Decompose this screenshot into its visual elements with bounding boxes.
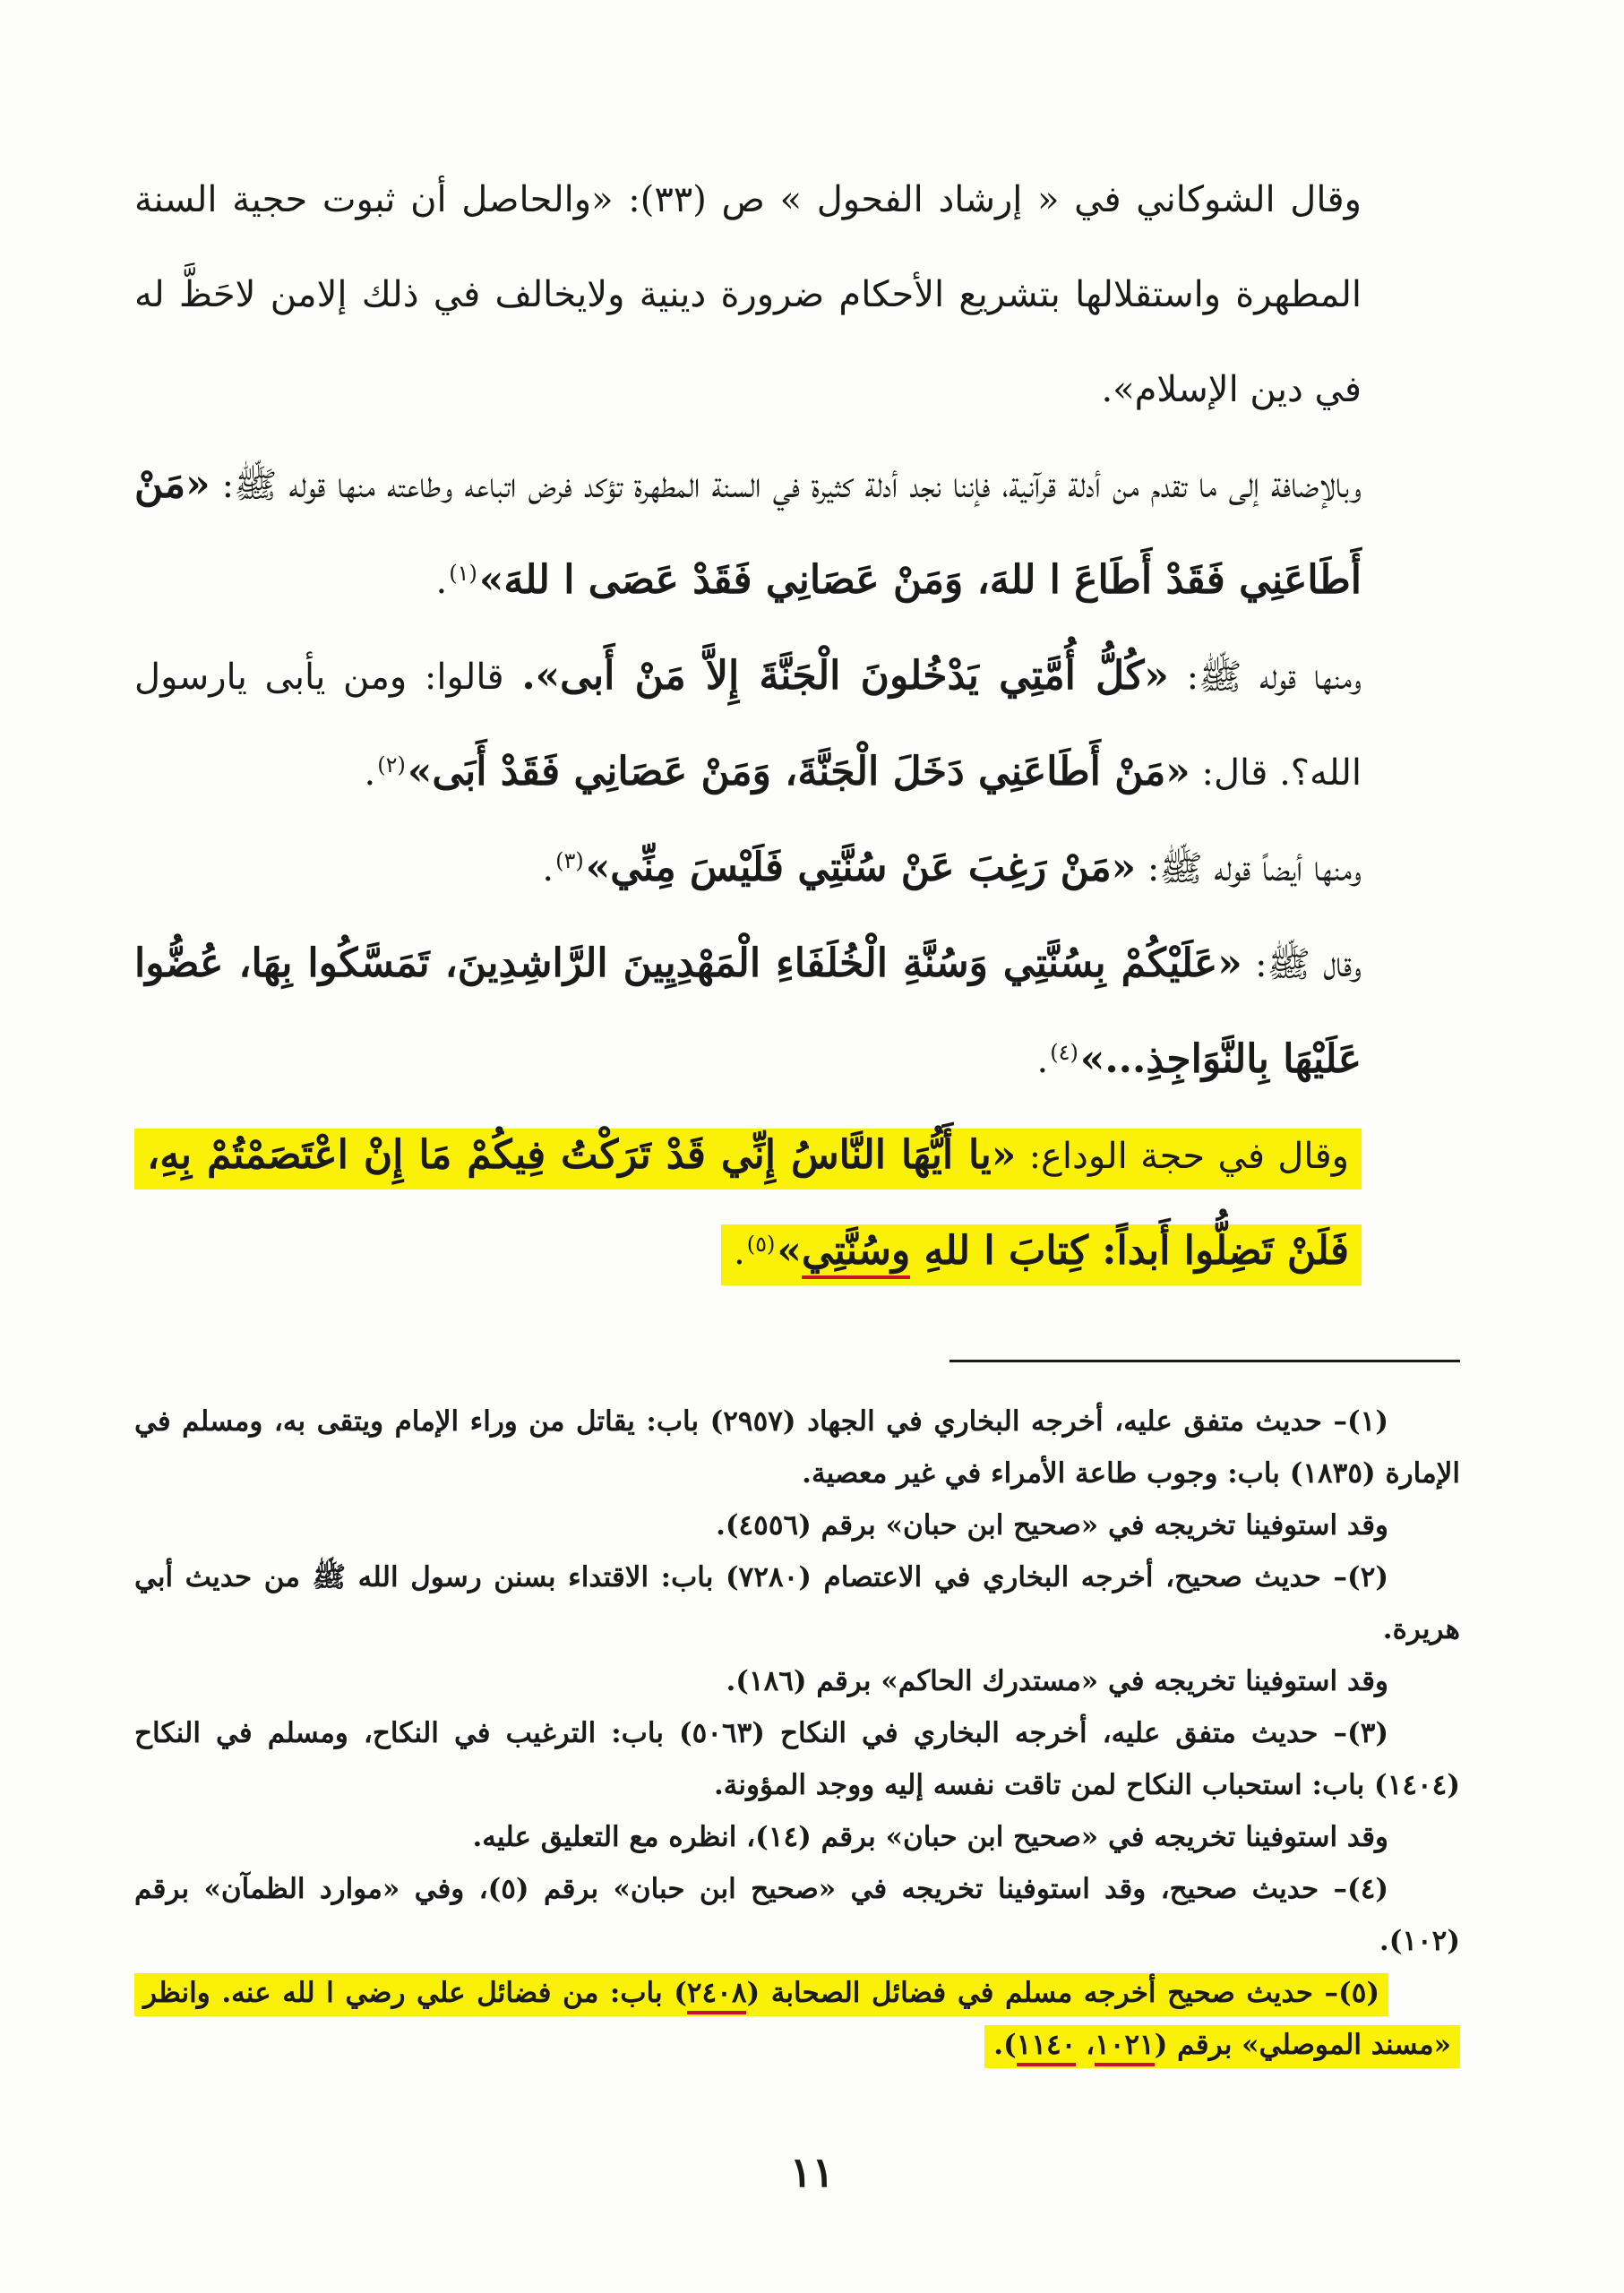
footnote-ref-4: (٤) bbox=[1050, 1039, 1078, 1065]
footnote-1-note: وقد استوفينا تخريجه في «صحيح ابن حبان» برقم (٤٥٥٦). bbox=[716, 1509, 1388, 1542]
red-underline-mark: ١١٤٠ bbox=[1017, 2029, 1077, 2066]
footnote-2-note: وقد استوفينا تخريجه في «مستدرك الحاكم» برقم (١٨٦). bbox=[726, 1665, 1388, 1697]
footnote-4: (٤)– حديث صحيح، وقد استوفينا تخريجه في «صحيح ابن حبان» برقم (٥)، وفي «موارد الظمآن» برقم (١٠٢). bbox=[134, 1873, 1460, 1957]
hadith-quote: «كُلُّ أُمَّتِي يَدْخُلونَ الْجَنَّةَ إِلاَّ مَنْ أَبى». bbox=[521, 653, 1169, 699]
hadith-quote: «عَلَيْكُمْ بِسُنَّتِي وَسُنَّةِ الْخُلَفَاءِ الْمَهْدِيِينَ الرَّاشِدِينَ، تَمَسَّكُوا بِهَا، عُضُّوا عَلَيْهَا بِالنَّوَاجِذِ...» bbox=[134, 940, 1362, 1082]
footnote-1: (١)– حديث متفق عليه، أخرجه البخاري في الجهاد (٢٩٥٧) باب: يقاتل من وراء الإمام ويتقى به، ومسلم في الإمارة (١٨٣٥) باب: وجوب طاعة الأمراء في غير معصية. bbox=[134, 1405, 1460, 1490]
hadith-quote: «مَنْ رَغِبَ عَنْ سُنَّتِي فَلَيْسَ مِنِّي» bbox=[585, 845, 1137, 890]
footnote-ref-3: (٣) bbox=[555, 847, 584, 873]
red-underline-mark: وسُنَّتِي bbox=[802, 1228, 910, 1279]
highlight-mark: (٥)– حديث صحيح أخرجه مسلم في فضائل الصحابة (٢٤٠٨) باب: من فضائل علي رضي ا لله عنه. وانظر «مسند الموصلي» برقم (١٠٢١، ١١٤٠). bbox=[134, 1973, 1460, 2068]
footnote-3: (٣)– حديث متفق عليه، أخرجه البخاري في النكاح (٥٠٦٣) باب: الترغيب في النكاح، ومسلم في النكاح (١٤٠٤) باب: استحباب النكاح لمن تاقت نفسه إليه ووجد المؤونة. bbox=[134, 1717, 1460, 1801]
paragraph-1: وقال الشوكاني في « إرشاد الفحول » ص (٣٣): «والحاصل أن ثبوت حجية السنة المطهرة واستقلالها بتشريع الأحكام ضرورة دينية ولايخالف في ذلك إلامن لاحَظَّ له في دين الإسلام». bbox=[134, 179, 1362, 410]
hadith-quote: «مَنْ أَطَاعَنِي فَقَدْ أَطَاعَ ا للهَ، وَمَنْ عَصَانِي فَقَدْ عَصَى ا للهَ» bbox=[134, 461, 1362, 603]
paragraph-3: ومنها قوله ﷺ: «كُلُّ أُمَّتِي يَدْخُلونَ الْجَنَّةَ إِلاَّ مَنْ أَبى». قالوا: ومن يأبى يارسول الله؟. قال: «مَنْ أَطَاعَنِي دَخَلَ الْجَنَّةَ، وَمَنْ عَصَانِي فَقَدْ أَبَى»$^{(٢)}$. bbox=[134, 653, 1362, 794]
paragraph-6-highlighted bbox=[134, 1108, 1460, 1300]
footnote-2: (٢)– حديث صحيح، أخرجه البخاري في الاعتصام (٧٢٨٠) باب: الاقتداء بسنن رسول الله ﷺ من حديث أبي هريرة. bbox=[134, 1561, 1460, 1645]
highlight-mark: وقال في حجة الوداع: «يا أَيُّهَا النَّاسُ إِنِّي قَدْ تَرَكْتُ فِيكُمْ مَا إِنْ اعْتَصَمْتُمْ بِهِ، فَلَنْ تَضِلُّوا أَبداً: كِتابَ ا للهِ وسُنَّتِي»$^{(٥)}$. bbox=[134, 1129, 1362, 1285]
hadith-quote: «يا أَيُّهَا النَّاسُ إِنِّي قَدْ تَرَكْتُ فِيكُمْ مَا إِنْ اعْتَصَمْتُمْ بِهِ، فَلَنْ تَضِلُّوا أَبداً: كِتابَ ا للهِ وسُنَّتِي» bbox=[147, 1132, 1349, 1279]
page-number: ١١ bbox=[789, 2148, 835, 2196]
footnote-ref-1: (١) bbox=[449, 560, 477, 586]
paragraph-5: وقال ﷺ: «عَلَيْكُمْ بِسُنَّتِي وَسُنَّةِ الْخُلَفَاءِ الْمَهْدِيِينَ الرَّاشِدِينَ، تَمَسَّكُوا بِهَا، عُضُّوا عَلَيْهَا بِالنَّوَاجِذِ...»$^{(٤)}$. bbox=[134, 940, 1362, 1082]
footnote-ref-5: (٥) bbox=[746, 1231, 776, 1257]
footnote-ref-2: (٢) bbox=[377, 751, 406, 777]
paragraph-2: وبالإضافة إلى ما تقدم من أدلة قرآنية، فإننا نجد أدلة كثيرة في السنة المطهرة تؤكد فرض اتباعه وطاعته منها قوله ﷺ: «مَنْ أَطَاعَنِي فَقَدْ أَطَاعَ ا للهَ، وَمَنْ عَصَانِي فَقَدْ عَصَى ا للهَ»$^{(١)}$. bbox=[134, 461, 1362, 603]
footnote-separator bbox=[949, 1360, 1460, 1362]
main-text bbox=[134, 152, 1460, 1300]
paragraph-4: ومنها أيضاً قوله ﷺ: «مَنْ رَغِبَ عَنْ سُنَّتِي فَلَيْسَ مِنِّي»$^{(٣)}$. bbox=[542, 845, 1362, 890]
red-underline-mark: ٢٤٠٨ bbox=[687, 1977, 747, 2014]
footnotes bbox=[134, 1396, 1460, 2071]
footnote-3-note: وقد استوفينا تخريجه في «صحيح ابن حبان» برقم (١٤)، انظره مع التعليق عليه. bbox=[472, 1821, 1388, 1853]
hadith-quote: «مَنْ أَطَاعَنِي دَخَلَ الْجَنَّةَ، وَمَنْ عَصَانِي فَقَدْ أَبَى» bbox=[407, 749, 1190, 794]
footnote-5-highlighted bbox=[134, 1967, 1460, 2071]
red-underline-mark: ١٠٢١ bbox=[1095, 2029, 1155, 2066]
